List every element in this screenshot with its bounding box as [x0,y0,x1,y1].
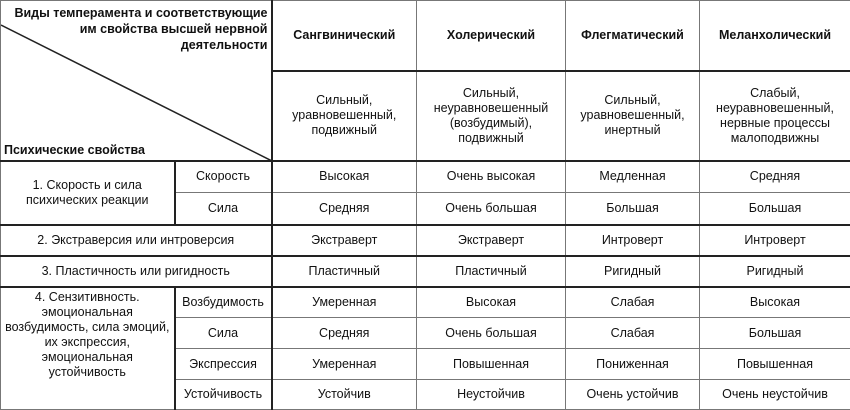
subproperty-label: Экспрессия [175,349,272,380]
value-cell: Повышенная [417,349,566,380]
nervous-type-choleric: Сильный, неуравновешенный (возбудимый), подвижный [417,71,566,161]
type-header-melancholic: Меланхолический [700,1,850,71]
value-cell: Пластичный [272,256,417,287]
value-cell: Медленная [566,161,700,193]
value-cell: Пластичный [417,256,566,287]
group-2-label: 2. Экстраверсия или интроверсия [1,225,272,256]
value-cell: Интроверт [566,225,700,256]
value-cell: Большая [700,318,850,349]
value-cell: Высокая [700,287,850,318]
value-cell: Большая [566,193,700,225]
subproperty-label: Скорость [175,161,272,193]
value-cell: Очень высокая [417,161,566,193]
value-cell: Очень неустойчив [700,380,850,410]
value-cell: Ригидный [566,256,700,287]
value-cell: Экстраверт [272,225,417,256]
group-1-label: 1. Скорость и сила психических реакции [1,161,175,225]
type-header-sanguine: Сангвинический [272,1,417,71]
value-cell: Умеренная [272,287,417,318]
header-corner-cell [1,1,272,161]
value-cell: Средняя [700,161,850,193]
nervous-type-sanguine: Сильный, уравновешенный, подвижный [272,71,417,161]
group-4-label: 4. Сензитивность. эмоциональная возбудимость, сила эмоций, их экспрессия, эмоциональная устойчивость [1,287,175,410]
nervous-type-melancholic: Слабый, неуравновешенный, нервные процессы малоподвижны [700,71,850,161]
value-cell: Устойчив [272,380,417,410]
value-cell: Ригидный [700,256,850,287]
value-cell: Очень устойчив [566,380,700,410]
value-cell: Слабая [566,318,700,349]
value-cell: Высокая [272,161,417,193]
corner-top-line-1: Виды темперамента и соответствующие [14,5,267,21]
value-cell: Средняя [272,193,417,225]
value-cell: Пониженная [566,349,700,380]
value-cell: Слабая [566,287,700,318]
value-cell: Экстраверт [417,225,566,256]
corner-top-caption [14,5,267,53]
subproperty-label: Сила [175,193,272,225]
value-cell: Очень большая [417,318,566,349]
group-3-label: 3. Пластичность или ригидность [1,256,272,287]
corner-bottom-caption: Психические свойства [4,143,145,158]
type-header-phlegmatic: Флегматический [566,1,700,71]
nervous-type-phlegmatic: Сильный, уравновешенный, инертный [566,71,700,161]
subproperty-label: Сила [175,318,272,349]
value-cell: Высокая [417,287,566,318]
value-cell: Повышенная [700,349,850,380]
value-cell: Средняя [272,318,417,349]
corner-top-line-2: им свойства высшей нервной [14,21,267,37]
value-cell: Интроверт [700,225,850,256]
value-cell: Большая [700,193,850,225]
type-header-choleric: Холерический [417,1,566,71]
value-cell: Умеренная [272,349,417,380]
value-cell: Очень большая [417,193,566,225]
subproperty-label: Устойчивость [175,380,272,410]
value-cell: Неустойчив [417,380,566,410]
corner-top-line-3: деятельности [14,37,267,53]
subproperty-label: Возбудимость [175,287,272,318]
